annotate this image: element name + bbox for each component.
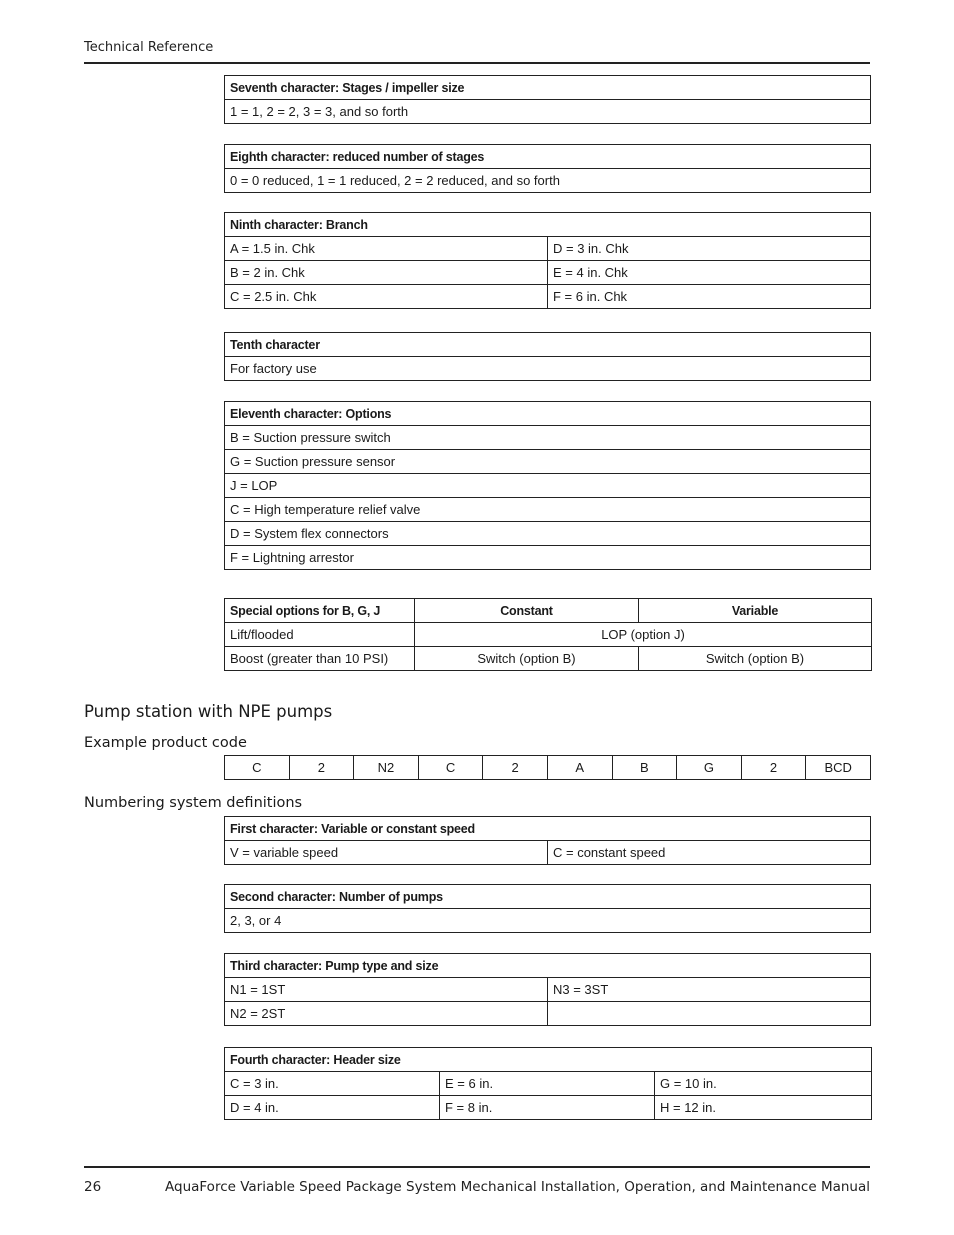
table-cell: D = System flex connectors <box>225 522 871 546</box>
fourth-character-table <box>224 1047 872 1120</box>
code-cell: 2 <box>741 756 806 780</box>
table-cell: B = 2 in. Chk <box>225 261 548 285</box>
header-rule <box>84 62 870 64</box>
table-cell: C = High temperature relief valve <box>225 498 871 522</box>
table-cell: D = 3 in. Chk <box>548 237 871 261</box>
column-header: Special options for B, G, J <box>225 599 415 623</box>
footer-rule <box>84 1166 870 1168</box>
table-title: First character: Variable or constant speed <box>225 817 871 841</box>
code-cell: A <box>547 756 612 780</box>
code-cell: B <box>612 756 677 780</box>
second-character-table <box>224 884 871 933</box>
table-cell: N1 = 1ST <box>225 978 548 1002</box>
table-cell: 1 = 1, 2 = 2, 3 = 3, and so forth <box>225 100 871 124</box>
code-cell: BCD <box>806 756 871 780</box>
sub-heading: Example product code <box>84 735 247 751</box>
example-product-code-table <box>224 755 871 780</box>
table-title: Fourth character: Header size <box>225 1048 872 1072</box>
table-cell: N2 = 2ST <box>225 1002 548 1026</box>
table-cell: H = 12 in. <box>655 1096 872 1120</box>
table-cell <box>548 1002 871 1026</box>
table-cell: V = variable speed <box>225 841 548 865</box>
special-options-table <box>224 598 872 671</box>
table-title: Eighth character: reduced number of stages <box>225 145 871 169</box>
table-cell: D = 4 in. <box>225 1096 440 1120</box>
row-label: Lift/flooded <box>225 623 415 647</box>
eighth-character-table <box>224 144 871 193</box>
table-cell: 2, 3, or 4 <box>225 909 871 933</box>
sub-heading: Numbering system definitions <box>84 795 303 811</box>
code-cell: C <box>225 756 290 780</box>
table-title: Third character: Pump type and size <box>225 954 871 978</box>
table-cell: A = 1.5 in. Chk <box>225 237 548 261</box>
table-title: Ninth character: Branch <box>225 213 871 237</box>
table-title: Eleventh character: Options <box>225 402 871 426</box>
table-cell: F = Lightning arrestor <box>225 546 871 570</box>
code-cell: 2 <box>289 756 354 780</box>
tenth-character-table <box>224 332 871 381</box>
seventh-character-table <box>224 75 871 124</box>
table-cell: C = 2.5 in. Chk <box>225 285 548 309</box>
column-header: Constant <box>415 599 639 623</box>
table-cell: 0 = 0 reduced, 1 = 1 reduced, 2 = 2 reduced, and so forth <box>225 169 871 193</box>
page-number: 26 <box>84 1179 102 1195</box>
table-cell: G = 10 in. <box>655 1072 872 1096</box>
table-cell: F = 6 in. Chk <box>548 285 871 309</box>
eleventh-character-table <box>224 401 871 570</box>
table-cell: Switch (option B) <box>639 647 872 671</box>
table-cell: C = 3 in. <box>225 1072 440 1096</box>
table-title: Seventh character: Stages / impeller size <box>225 76 871 100</box>
row-label: Boost (greater than 10 PSI) <box>225 647 415 671</box>
code-cell: C <box>418 756 483 780</box>
table-cell: N3 = 3ST <box>548 978 871 1002</box>
table-cell: F = 8 in. <box>440 1096 655 1120</box>
code-cell: N2 <box>354 756 419 780</box>
table-cell: LOP (option J) <box>415 623 872 647</box>
table-title: Second character: Number of pumps <box>225 885 871 909</box>
running-header: Technical Reference <box>84 40 214 55</box>
table-title: Tenth character <box>225 333 871 357</box>
first-character-table <box>224 816 871 865</box>
code-cell: 2 <box>483 756 548 780</box>
table-cell: G = Suction pressure sensor <box>225 450 871 474</box>
table-cell: For factory use <box>225 357 871 381</box>
table-cell: E = 4 in. Chk <box>548 261 871 285</box>
document-title: AquaForce Variable Speed Package System Mechanical Installation, Operation, and Maintenance Manual <box>165 1179 870 1195</box>
table-cell: B = Suction pressure switch <box>225 426 871 450</box>
ninth-character-table <box>224 212 871 309</box>
code-cell: G <box>677 756 742 780</box>
section-heading: Pump station with NPE pumps <box>84 702 333 721</box>
third-character-table <box>224 953 871 1026</box>
column-header: Variable <box>639 599 872 623</box>
table-cell: C = constant speed <box>548 841 871 865</box>
table-cell: J = LOP <box>225 474 871 498</box>
table-cell: E = 6 in. <box>440 1072 655 1096</box>
table-cell: Switch (option B) <box>415 647 639 671</box>
